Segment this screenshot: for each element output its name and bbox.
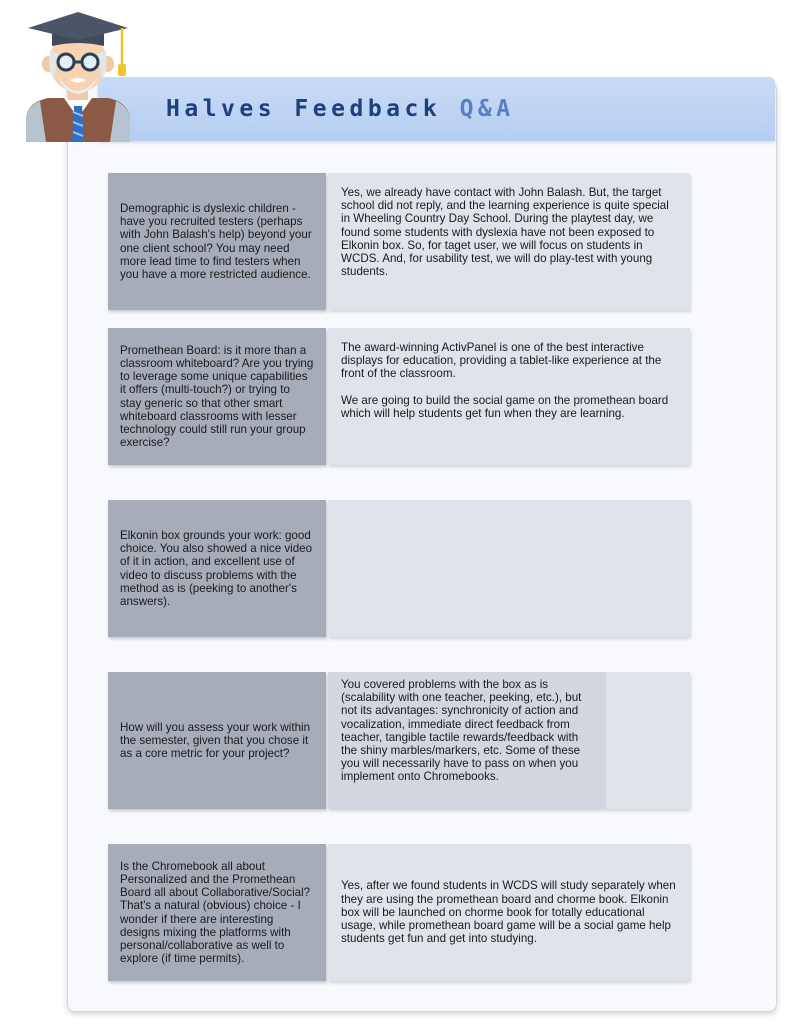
answer-cell [328,173,690,310]
question-cell [108,844,326,981]
qa-row [108,500,690,637]
answer-cell [328,500,690,637]
question-cell [108,173,326,310]
question-cell [108,672,326,809]
qa-row [108,672,690,809]
answer-text: You covered problems with the box as is (scalability with one teacher, peeking, etc.), but not its advantages: synchronicity of action and vocalization, immediate direct feedback from teacher, tangible tactile rewards/feedback with the shiny marbles/markers, etc. Some of these you will necessarily have to pass on when you implement onto Chromebooks. [341,678,582,784]
qa-row [108,173,690,310]
answer-cell [328,328,690,465]
qa-row [108,844,690,981]
question-text: Elkonin box grounds your work: good choice. You also showed a nice video of it in action, and excellent use of video to discuss problems with the method as is (peeking to another's answers). [120,528,313,608]
page-title-qa: Q&A [459,96,515,122]
answer-text: Yes, we already have contact with John Balash. But, the target school did not reply, and the learning experience is quite special in Wheeling Country Day School. During the playtest day, we found some students with dyslexia have not been exposed to Elkonin box. So, for taget user, we will focus on students in WCDS. And, for usability test, we will do play-test with young students. [341,186,669,279]
answer-text: Yes, after we found students in WCDS will study separately when they are using the promethean board and chorme book. Elkonin box will be launched on chorme book for totally educational usage, while promethean board game will be a social game help students get fun and get into studying. [341,879,676,946]
page-title [166,96,515,122]
question-text: Promethean Board: is it more than a classroom whiteboard? Are you trying to leverage some unique capabilities it offers (multi-touch?) or trying to stay generic so that other smart whiteboard classrooms with lesser technology could still run your group exercise? [120,343,314,450]
question-text: How will you assess your work within the semester, given that you chose it as a core metric for your project? [120,720,311,761]
page-title-main: Halves Feedback [166,96,460,122]
question-cell [108,500,326,637]
answer-cell [328,672,690,809]
question-text: Is the Chromebook all about Personalized and the Promethean Board all about Collaborative/Social? That's a natural (obvious) choice - I wonder if there are interesting designs mixing the platforms with personal/collaborative as well to explore (if time permits). [120,859,311,966]
question-text: Demographic is dyslexic children - have you recruited testers (perhaps with John Balash's help) beyond your one client school? You may need more lead time to find testers when you have a more restricted audience. [120,201,312,281]
graduate-professor-icon [18,6,138,146]
answer-cell [328,844,690,981]
answer-text: We are going to build the social game on the promethean board which will help students get fun when they are learning. [341,393,669,420]
answer-text: The award-winning ActivPanel is one of the best interactive displays for education, providing a tablet-like experience at the front of the classroom. [341,341,662,381]
question-cell [108,328,326,465]
qa-row [108,328,690,465]
